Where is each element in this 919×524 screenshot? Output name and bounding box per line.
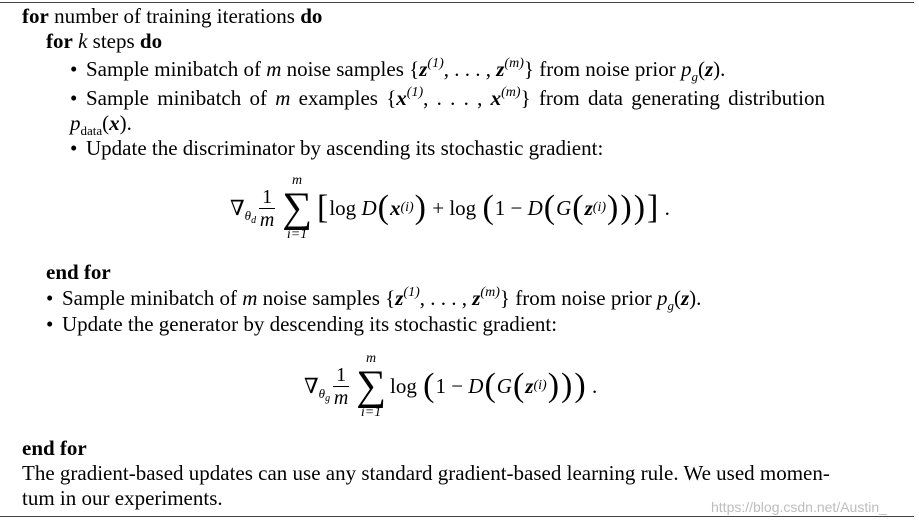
generator-gradient-equation: $\nabla_{\theta_g}$ $\frac{1}{m}$ m ∑ i=1 log ( 1 − D ( G ( z (i) ) ) ) . bbox=[304, 351, 598, 420]
step-text: Update the generator by descending its stochastic gradient: bbox=[62, 312, 558, 336]
bullet-icon: • bbox=[70, 86, 78, 110]
m-variable: m bbox=[275, 86, 291, 110]
watermark-text: https://blog.csdn.net/Austin_ bbox=[711, 499, 887, 515]
step-prefix: Sample minibatch of bbox=[86, 86, 267, 110]
inner-loop-header bbox=[46, 29, 162, 54]
step-sample-data bbox=[70, 86, 825, 111]
note-text-1: The gradient-based updates can use any standard gradient-based learning rule. We used momen- bbox=[22, 461, 830, 485]
step-middle: noise samples bbox=[262, 286, 380, 310]
step-suffix: from noise prior bbox=[515, 286, 652, 310]
bullet-icon: • bbox=[70, 57, 78, 81]
step-middle: noise samples bbox=[286, 57, 404, 81]
prior-math: $p_g(z)$. bbox=[680, 57, 726, 84]
step-prefix: Sample minibatch of bbox=[86, 57, 261, 81]
step-suffix: from data generating distribution bbox=[538, 86, 825, 110]
do-keyword: do bbox=[300, 4, 323, 28]
m-variable: m bbox=[266, 57, 282, 81]
for-keyword: for bbox=[46, 29, 73, 53]
end-for-keyword: end for bbox=[46, 260, 111, 284]
inner-end-for bbox=[46, 260, 111, 285]
note-line-1 bbox=[22, 461, 830, 486]
top-rule bbox=[0, 2, 914, 3]
noise-set-math: {$z^{(1)}$, . . . , $z^{(m)}$} bbox=[409, 56, 534, 81]
step-text: Update the discriminator by ascending its stochastic gradient: bbox=[86, 136, 604, 160]
step-suffix: from noise prior bbox=[539, 57, 676, 81]
discriminator-gradient-equation: $\nabla_{\theta_d}$ $\frac{1}{m}$ m ∑ i=1 [ log D ( x (i) ) + log ( 1 − D ( G ( z (i) ) ) ) ] . bbox=[230, 173, 670, 242]
bottom-rule bbox=[0, 516, 914, 517]
data-subscript: data bbox=[80, 123, 103, 138]
data-distribution bbox=[70, 111, 132, 136]
outer-end-for bbox=[22, 436, 87, 461]
for-keyword: for bbox=[22, 4, 49, 28]
note-line-2 bbox=[22, 486, 223, 511]
note-text-2: tum in our experiments. bbox=[22, 486, 223, 510]
inner-loop-text: steps bbox=[92, 29, 135, 53]
k-variable: k bbox=[78, 29, 88, 53]
noise-set-math: {$z^{(1)}$, . . . , $z^{(m)}$} bbox=[385, 285, 510, 310]
step-update-discriminator bbox=[70, 136, 603, 161]
outer-loop-header bbox=[22, 4, 322, 29]
bullet-icon: • bbox=[46, 286, 54, 310]
do-keyword: do bbox=[139, 29, 163, 53]
step-middle: examples bbox=[298, 86, 378, 110]
bullet-icon: • bbox=[70, 136, 78, 160]
step-update-generator bbox=[46, 312, 557, 337]
prior-math: $p_g(z)$. bbox=[656, 286, 702, 313]
step-prefix: Sample minibatch of bbox=[62, 286, 237, 310]
m-variable: m bbox=[242, 286, 258, 310]
data-dist-math: $p_{data}(x)$. bbox=[70, 111, 132, 138]
step-sample-noise bbox=[70, 57, 725, 82]
bullet-icon: • bbox=[46, 312, 54, 336]
outer-loop-text: number of training iterations bbox=[54, 4, 295, 28]
step-sample-noise-generator bbox=[46, 286, 701, 311]
end-for-keyword: end for bbox=[22, 436, 87, 460]
data-set-math: {$x^{(1)}$, . . . , $x^{(m)}$} bbox=[386, 85, 531, 110]
